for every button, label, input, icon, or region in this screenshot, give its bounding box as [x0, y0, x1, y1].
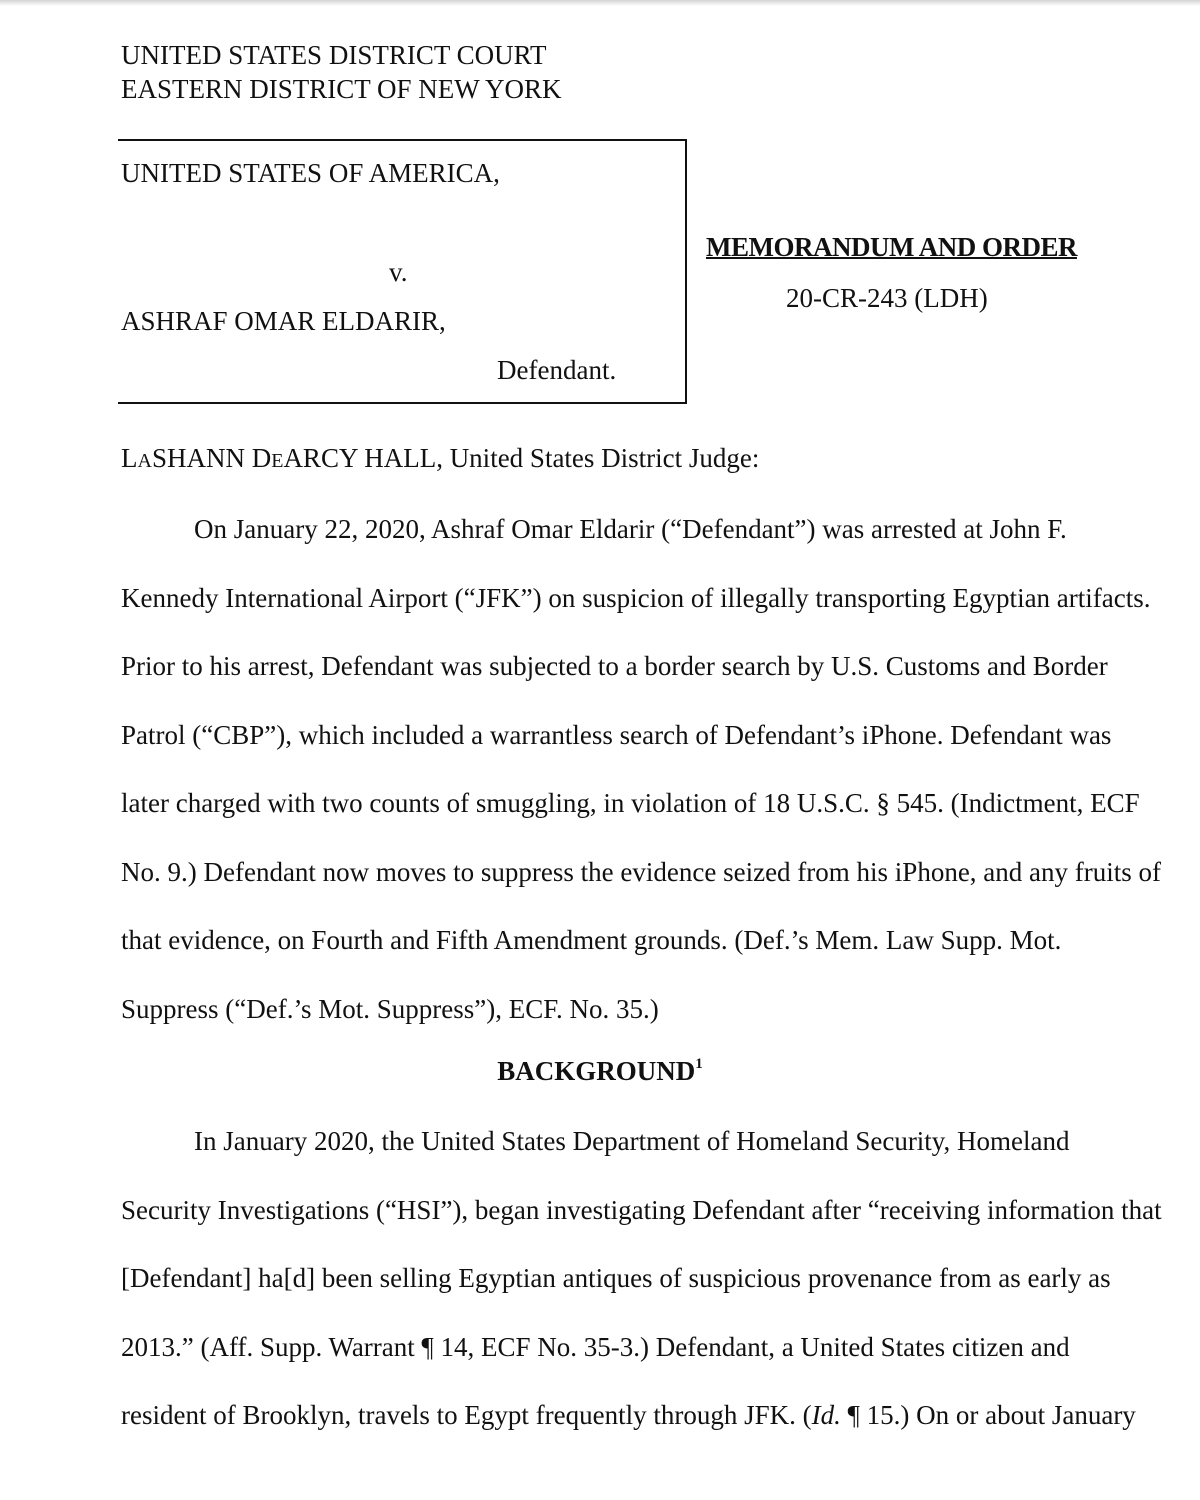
paragraph-line: that evidence, on Fourth and Fifth Amendment grounds. (Def.’s Mem. Law Supp. Mot.	[121, 925, 1062, 955]
paragraph-line: Prior to his arrest, Defendant was subjected to a border search by U.S. Customs and Border	[121, 651, 1108, 681]
paragraph-line: 2013.” (Aff. Supp. Warrant ¶ 14, ECF No. 35-3.) Defendant, a United States citizen and	[121, 1331, 1070, 1362]
plaintiff-name: UNITED STATES OF AMERICA,	[121, 158, 500, 188]
defendant-label: Defendant.	[497, 355, 617, 385]
paragraph-line: [Defendant] ha[d] been selling Egyptian antiques of suspicious provenance from as early as	[121, 1263, 1111, 1293]
paragraph-line: On January 22, 2020, Ashraf Omar Eldarir (“Defendant”) was arrested at John F.	[194, 514, 1067, 544]
intro-paragraph	[121, 495, 1162, 1043]
paragraph-line: resident of Brooklyn, travels to Egypt frequently through JFK. (Id. ¶ 15.) On or about January	[121, 1400, 1136, 1430]
judge-attribution: LASHANN DEARCY HALL, United States District Judge:	[121, 443, 760, 473]
docket-number: 20-CR-243 (LDH)	[786, 283, 988, 313]
paragraph-line: later charged with two counts of smuggling, in violation of 18 U.S.C. § 545. (Indictment, ECF	[121, 788, 1140, 818]
paragraph-line: Security Investigations (“HSI”), began investigating Defendant after “receiving information that	[121, 1194, 1162, 1225]
document-title: MEMORANDUM AND ORDER	[706, 232, 1077, 262]
section-heading-background: BACKGROUND$^1$	[497, 1056, 703, 1086]
paragraph-line: In January 2020, the United States Department of Homeland Security, Homeland	[194, 1126, 1070, 1156]
court-heading	[121, 38, 562, 106]
versus-label: v.	[389, 257, 408, 287]
paragraph-line: Suppress (“Def.’s Mot. Suppress”), ECF. No. 35.)	[121, 993, 659, 1024]
court-district: EASTERN DISTRICT OF NEW YORK	[121, 74, 562, 104]
citation-id: Id.	[811, 1400, 841, 1430]
defendant-name: ASHRAF OMAR ELDARIR,	[121, 306, 446, 336]
footnote-marker[interactable]: 1	[695, 1056, 703, 1072]
viewer-top-edge	[0, 0, 1200, 6]
paragraph-line: Patrol (“CBP”), which included a warrantless search of Defendant’s iPhone. Defendant was	[121, 719, 1112, 750]
paragraph-line: Kennedy International Airport (“JFK”) on suspicion of illegally transporting Egyptian artifacts.	[121, 582, 1151, 613]
court-name: UNITED STATES DISTRICT COURT	[121, 40, 547, 70]
background-paragraph	[121, 1107, 1162, 1450]
paragraph-line: No. 9.) Defendant now moves to suppress the evidence seized from his iPhone, and any fruits of	[121, 856, 1162, 887]
